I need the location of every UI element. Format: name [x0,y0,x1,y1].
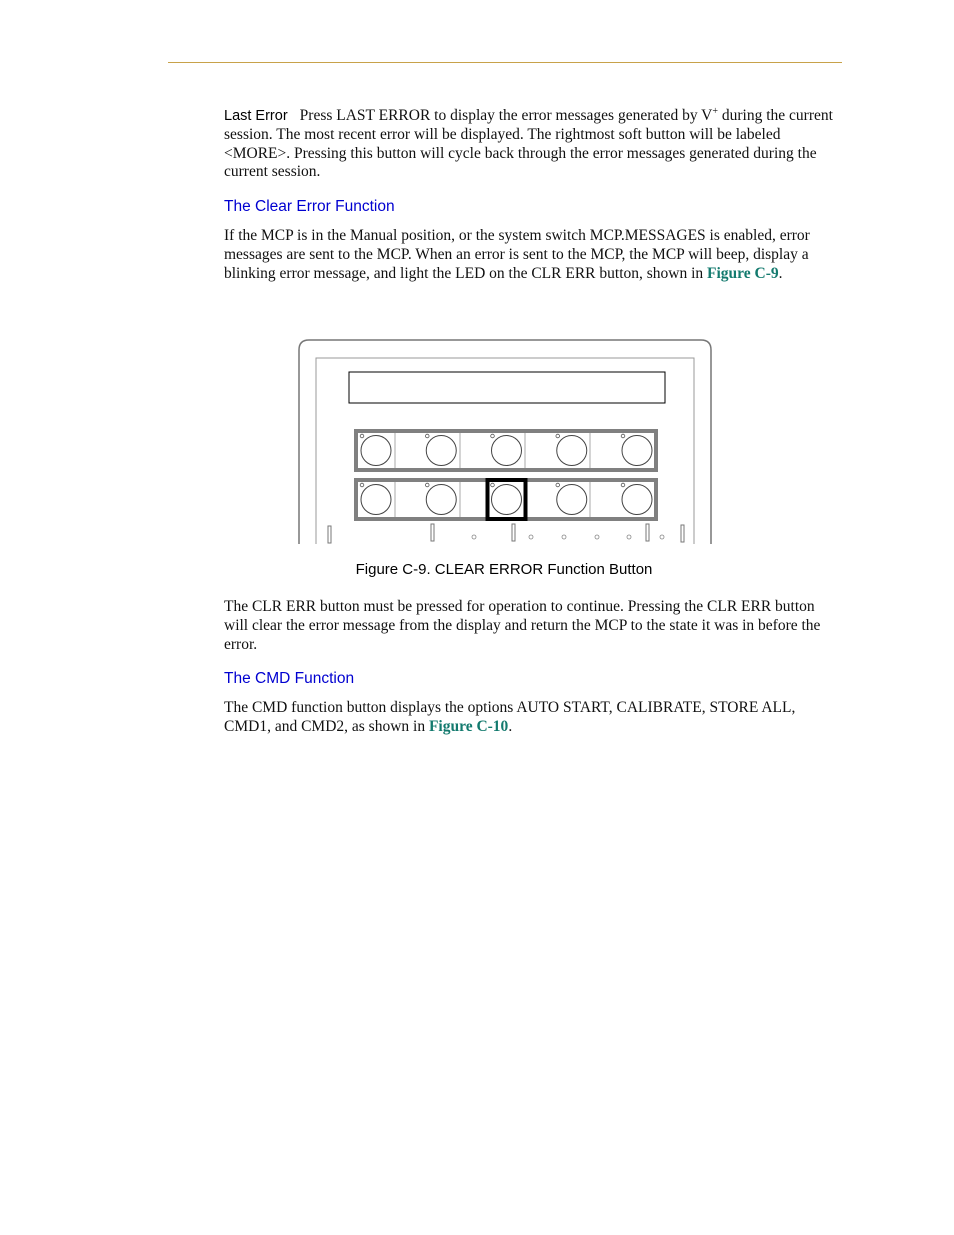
soft-button[interactable] [492,436,522,466]
figure-c10-link[interactable]: Figure C-10 [428,717,509,735]
led-indicator [425,483,429,487]
soft-button[interactable] [622,485,652,515]
clr-err-button[interactable] [492,485,522,515]
status-led [529,535,533,539]
side-key [512,524,515,541]
last-error-paragraph [224,107,840,182]
clear-error-heading: The Clear Error Function [224,198,395,215]
superscript-plus: + [712,105,719,117]
side-key [681,525,684,542]
led-indicator [621,434,625,438]
cmd-paragraph [224,699,840,737]
mcp-figure [298,338,712,546]
figure-caption: Figure C-9. CLEAR ERROR Function Button [355,561,653,578]
soft-button[interactable] [426,436,456,466]
status-led [627,535,631,539]
soft-button[interactable] [557,436,587,466]
cmd-text-end: . [508,717,513,735]
status-led [595,535,599,539]
soft-button[interactable] [426,485,456,515]
cmd-heading: The CMD Function [224,670,355,687]
figure-c9-link[interactable]: Figure C-9 [707,264,779,282]
clear-error-text-end: . [778,264,783,282]
led-indicator [621,483,625,487]
after-figure-paragraph: The CLR ERR button must be pressed for operation to continue. Pressing the CLR ERR button will clear the error message from the display and return the MCP to the state it was in before the error. [224,598,821,653]
led-indicator [491,483,495,487]
clear-error-text: If the MCP is in the Manual position, or the system switch MCP.MESSAGES is enabled, error messages are sent to the MCP. When an error is sent to the MCP, the MCP will beep, display a blinking error message, and light the LED on the CLR ERR button, shown in [224,227,810,282]
led-indicator [360,483,364,487]
last-error-text-1: Press LAST ERROR to display the error messages generated by V [299,107,713,124]
soft-button-row-top [356,431,656,470]
soft-button[interactable] [622,436,652,466]
header-rule [168,62,842,63]
bottom-indicators [328,524,684,543]
lcd-display [349,372,665,403]
led-indicator [556,434,560,438]
soft-button[interactable] [557,485,587,515]
side-key [328,526,331,543]
soft-button[interactable] [361,436,391,466]
led-indicator [556,483,560,487]
soft-button-row-bottom [356,480,656,519]
status-led [562,535,566,539]
status-led [472,535,476,539]
side-key [431,524,434,541]
led-indicator [360,434,364,438]
status-led [660,535,664,539]
soft-button[interactable] [361,485,391,515]
last-error-runin: Last Error [224,108,288,124]
led-indicator [425,434,429,438]
last-error-text-2: during the current session. The most recent error will be displayed. The rightmost soft button will be labeled <MORE>. Pressing this button will cycle back through the error messages generated during the current session. [224,107,833,181]
side-key [646,524,649,541]
clear-error-paragraph [224,227,840,283]
cmd-text: The CMD function button displays the options AUTO START, CALIBRATE, STORE ALL, CMD1, and CMD2, as shown in [224,699,796,735]
led-indicator [491,434,495,438]
